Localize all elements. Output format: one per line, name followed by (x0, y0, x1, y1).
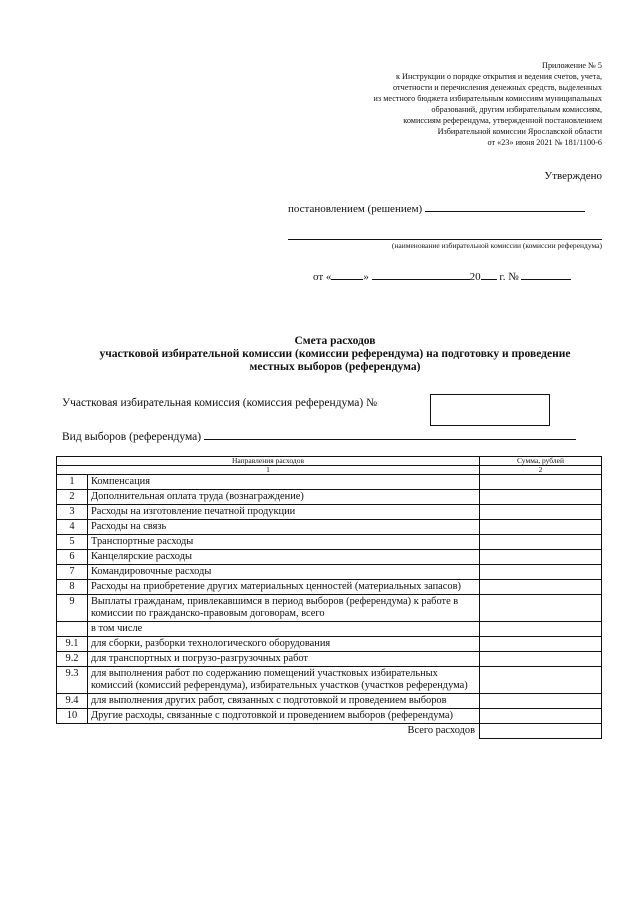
row-number: 3 (57, 505, 88, 520)
table-total-row (57, 724, 602, 739)
row-sum-cell[interactable] (480, 622, 602, 637)
row-text: Командировочные расходы (88, 565, 480, 580)
header-col-2: 2 (480, 466, 602, 475)
row-text: Расходы на связь (88, 520, 480, 535)
header-col-1: 1 (57, 466, 480, 475)
row-number: 9.4 (57, 694, 88, 709)
table-row (57, 667, 602, 694)
row-text: Компенсация (88, 475, 480, 490)
annex-line: образований, другим избирательным комиссиям, (431, 105, 602, 114)
row-text: Дополнительная оплата труда (вознаграждение) (88, 490, 480, 505)
table-header-row (57, 457, 602, 466)
year-prefix: 20 (469, 271, 481, 283)
year-suffix-label: г. № (499, 271, 519, 283)
annex-block (302, 60, 602, 148)
election-type-field[interactable] (204, 428, 576, 440)
date-close-label: » (363, 271, 369, 283)
document-title (40, 335, 630, 374)
header-sum: Сумма, рублей (480, 457, 602, 466)
election-type-label: Вид выборов (референдума) (62, 431, 202, 443)
table-row (57, 505, 602, 520)
table-row (57, 652, 602, 667)
table-row (57, 637, 602, 652)
row-sum-cell[interactable] (480, 637, 602, 652)
table-row (57, 550, 602, 565)
row-number: 9 (57, 595, 88, 622)
row-number: 4 (57, 520, 88, 535)
row-sum-cell[interactable] (480, 565, 602, 580)
resolution-line (288, 200, 585, 215)
row-number: 9.3 (57, 667, 88, 694)
row-sum-cell[interactable] (480, 535, 602, 550)
commission-name-field[interactable] (288, 239, 602, 240)
table-row (57, 490, 602, 505)
annex-line: отчетности и перечисления денежных средств, выделенных (393, 83, 602, 92)
table-row (57, 475, 602, 490)
annex-line: к Инструкции о порядке открытия и ведения счетов, учета, (396, 72, 602, 81)
date-line (313, 268, 571, 283)
row-text: для сборки, разборки технологического оборудования (88, 637, 480, 652)
row-sum-cell[interactable] (480, 694, 602, 709)
number-field[interactable] (521, 268, 571, 280)
date-from-label: от « (313, 271, 332, 283)
row-number: 2 (57, 490, 88, 505)
row-sum-cell[interactable] (480, 475, 602, 490)
table-row (57, 535, 602, 550)
row-sum-cell[interactable] (480, 490, 602, 505)
row-text: Расходы на изготовление печатной продукции (88, 505, 480, 520)
annex-line: из местного бюджета избирательным комиссиям муниципальных (373, 94, 602, 103)
row-sum-cell[interactable] (480, 580, 602, 595)
title-line-3: местных выборов (референдума) (249, 361, 421, 373)
row-text: Транспортные расходы (88, 535, 480, 550)
row-text: для выполнения работ по содержанию помещений участковых избирательных комиссий (комиссий референдума), избирательных участков (участков референдума) (88, 667, 480, 694)
table-row (57, 694, 602, 709)
annex-line: комиссиям референдума, утвержденной постановлением (403, 116, 602, 125)
annex-line: Избирательной комиссии Ярославской области (437, 127, 602, 136)
month-field[interactable] (372, 268, 470, 280)
row-text: в том числе (88, 622, 480, 637)
estimate-table (56, 456, 602, 739)
row-sum-cell[interactable] (480, 709, 602, 724)
resolution-label: постановлением (решением) (288, 203, 423, 215)
header-direction: Направления расходов (57, 457, 480, 466)
commission-number-box[interactable] (430, 394, 550, 426)
table-row (57, 622, 602, 637)
row-number: 5 (57, 535, 88, 550)
row-number: 8 (57, 580, 88, 595)
table-row (57, 709, 602, 724)
resolution-field[interactable] (425, 200, 585, 212)
row-number: 9.1 (57, 637, 88, 652)
approved-label: Утверждено (544, 170, 602, 182)
commission-number-label: Участковая избирательная комиссия (комиссия референдума) № (62, 397, 378, 409)
row-sum-cell[interactable] (480, 652, 602, 667)
row-number: 6 (57, 550, 88, 565)
row-number: 7 (57, 565, 88, 580)
total-label: Всего расходов (407, 725, 475, 736)
table-colnum-row (57, 466, 602, 475)
row-number: 1 (57, 475, 88, 490)
title-line-2: участковой избирательной комиссии (комиссии референдума) на подготовку и проведение (99, 348, 571, 360)
row-number: 9.2 (57, 652, 88, 667)
table-row (57, 520, 602, 535)
year-field[interactable] (481, 268, 497, 280)
row-text: Выплаты гражданам, привлекавшимся в период выборов (референдума) к работе в комиссии по гражданско-правовым договорам, всего (88, 595, 480, 622)
day-field[interactable] (331, 268, 363, 280)
row-number (57, 622, 88, 637)
row-text: Канцелярские расходы (88, 550, 480, 565)
row-text: для выполнения других работ, связанных с подготовкой и проведением выборов (88, 694, 480, 709)
row-text: Другие расходы, связанные с подготовкой и проведением выборов (референдума) (88, 709, 480, 724)
row-number: 10 (57, 709, 88, 724)
row-text: Расходы на приобретение других материальных ценностей (материальных запасов) (88, 580, 480, 595)
commission-name-caption: (наименование избирательной комиссии (комиссии референдума) (391, 241, 602, 250)
row-sum-cell[interactable] (480, 520, 602, 535)
row-sum-cell[interactable] (480, 550, 602, 565)
title-line-1: Смета расходов (294, 335, 376, 347)
row-text: для транспортных и погрузо-разгрузочных работ (88, 652, 480, 667)
row-sum-cell[interactable] (480, 595, 602, 622)
table-row (57, 565, 602, 580)
table-row (57, 595, 602, 622)
annex-line: от «23» июня 2021 № 181/1100-6 (487, 138, 602, 147)
row-sum-cell[interactable] (480, 505, 602, 520)
election-type-line (62, 428, 576, 443)
table-row (57, 580, 602, 595)
row-sum-cell[interactable] (480, 667, 602, 694)
total-sum-cell[interactable] (480, 724, 602, 739)
annex-line: Приложение № 5 (542, 61, 602, 70)
